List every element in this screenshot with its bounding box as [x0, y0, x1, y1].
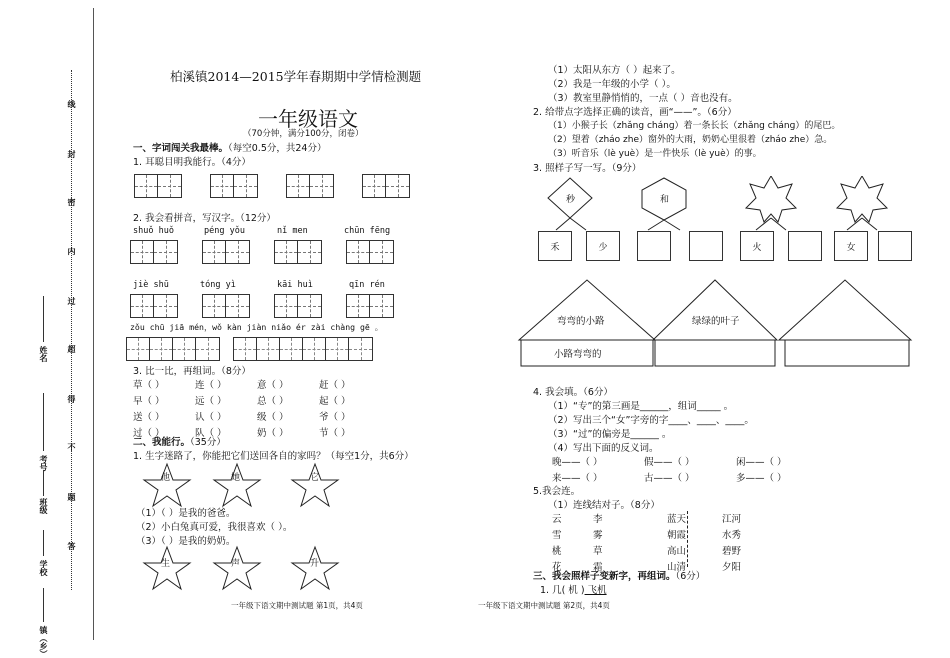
- class-label: 班级: [39, 498, 48, 514]
- pair-word[interactable]: 碧野: [722, 546, 742, 557]
- q4-item: （4）写出下面的反义词。: [548, 443, 659, 454]
- pinyin: tóng yì: [200, 280, 236, 290]
- tian-grid-row3: [130, 294, 394, 318]
- star-burst-shape: [746, 176, 796, 222]
- pair-word[interactable]: 江河: [722, 514, 742, 525]
- pair-char[interactable]: 云: [552, 514, 562, 525]
- stars-top: [140, 462, 380, 508]
- school-line[interactable]: [43, 530, 45, 556]
- reading-item: （2）望着（zháo zhe）窗外的大雨，奶奶心里很着（zháo zhe）急。: [548, 135, 833, 145]
- answer-box[interactable]: [878, 231, 912, 261]
- shape-char: 和: [660, 195, 670, 205]
- antonym-item: 多——（ ）: [736, 473, 787, 484]
- compare-item: 认（ ）: [195, 412, 227, 423]
- answer-box[interactable]: [689, 231, 723, 261]
- class-line[interactable]: [43, 470, 45, 496]
- r-q4: 4. 我会填。（6分）: [533, 387, 613, 398]
- seal-mark: 线: [67, 100, 76, 108]
- pair-word[interactable]: 高山: [667, 546, 687, 557]
- house-base: [655, 340, 775, 366]
- s2-sentence: （2）小白兔真可爱，我很喜欢（ ）。: [136, 522, 293, 533]
- shape-outlines: [540, 176, 900, 231]
- compare-item: 节（ ）: [319, 428, 351, 439]
- footer-right: 一年级下语文期中测试题 第2页，共4页: [478, 601, 610, 610]
- answer-box[interactable]: 女: [834, 231, 868, 261]
- q4-item: （1）“专”的第三画是______，组词_____ 。: [548, 401, 734, 412]
- s2-sentence: （1）（ ）是我的爸爸。: [136, 508, 236, 519]
- pinyin-sentence: zǒu chū jiā mén，wǒ kàn jiàn niǎo ér zài chàng gē 。: [130, 322, 383, 332]
- pinyin: péng yǒu: [204, 226, 245, 236]
- compare-item: 起（ ）: [319, 396, 351, 407]
- star-char: 它: [310, 473, 320, 483]
- star-char: 声: [231, 559, 241, 569]
- compare-item: 连（ ）: [195, 380, 227, 391]
- tian-box[interactable]: [134, 174, 182, 198]
- name-field-label: 姓名: [39, 346, 48, 362]
- subject-title: 一年级语文: [258, 107, 358, 131]
- compare-table: [133, 377, 381, 439]
- compare-item: 总（ ）: [257, 396, 289, 407]
- compare-item: 赶（ ）: [319, 380, 351, 391]
- tian-box[interactable]: [202, 294, 250, 318]
- tian-box[interactable]: [210, 174, 258, 198]
- antonym-item: 闲——（ ）: [736, 457, 787, 468]
- answer-box[interactable]: [637, 231, 671, 261]
- compare-item: 草（ ）: [133, 380, 165, 391]
- answer-box[interactable]: [788, 231, 822, 261]
- answer-box[interactable]: 火: [740, 231, 774, 261]
- school-label: 学校: [39, 560, 48, 576]
- s2-sentence: （3）（ ）是我的奶奶。: [136, 536, 236, 547]
- tian-box[interactable]: [286, 174, 334, 198]
- antonym-item: 假——（ ）: [644, 457, 695, 468]
- antonym-item: 来——（ ）: [552, 473, 603, 484]
- pair-word[interactable]: 蓝天: [667, 514, 687, 525]
- star-char: 生: [161, 559, 171, 569]
- reading-item: （3）听音乐（lè yuè）是一件快乐（lè yuè）的事。: [548, 149, 762, 159]
- pinyin: shuǒ huǒ: [133, 226, 174, 236]
- r-q5: 5.我会连。: [533, 486, 581, 497]
- pair-char[interactable]: 草: [593, 546, 603, 557]
- s3-item: 1. 几( 机 ) 飞机: [540, 585, 607, 596]
- compare-item: 早（ ）: [133, 396, 165, 407]
- seal-mark: 内: [67, 247, 76, 255]
- r-q2: 2. 给带点字选择正确的读音，画“——”。（6分）: [533, 107, 737, 118]
- answer-box[interactable]: 少: [586, 231, 620, 261]
- tian-box[interactable]: [274, 240, 322, 264]
- tian-box[interactable]: [130, 294, 178, 318]
- s1-q3: 3. 比一比，再组词。（8分）: [133, 366, 251, 377]
- compare-item: 奶（ ）: [257, 428, 289, 439]
- star-char: 升: [310, 559, 320, 569]
- fill-item: （2）我是一年级的小学（ ）。: [548, 79, 676, 90]
- s1-q1: 1. 耳聪目明我能行。（4分）: [133, 157, 251, 168]
- pinyin: jiè shū: [133, 280, 169, 290]
- pair-char[interactable]: 李: [593, 514, 603, 525]
- s2-q1: 1. 生字迷路了，你能把它们送回各自的家吗？（每空1分，共6分）: [133, 451, 414, 462]
- exam-note: （70分钟，满分100分，闭卷）: [243, 129, 364, 139]
- fill-item: （1）太阳从东方（ ）起来了。: [548, 65, 681, 76]
- pair-word[interactable]: 朝霞: [667, 530, 687, 541]
- tian-box[interactable]: [346, 294, 394, 318]
- tian-grid-row1: [134, 174, 410, 198]
- seal-mark: 答: [67, 542, 76, 550]
- tian-grid-sentence2[interactable]: [233, 337, 373, 361]
- s1-q2: 2. 我会看拼音，写汉字。（12分）: [133, 213, 276, 224]
- star-char: 他: [161, 473, 171, 483]
- seal-mark: 过: [67, 297, 76, 305]
- compare-item: 队（ ）: [195, 428, 227, 439]
- compare-item: 爷（ ）: [319, 412, 351, 423]
- house-base: [785, 340, 909, 366]
- seal-mark: 密: [67, 198, 76, 206]
- tian-box[interactable]: [130, 240, 178, 264]
- antonym-item: 古——（ ）: [644, 473, 695, 484]
- tian-box[interactable]: [346, 240, 394, 264]
- shape-char: 秒: [566, 195, 576, 205]
- tian-box[interactable]: [274, 294, 322, 318]
- pair-word[interactable]: 水秀: [722, 530, 742, 541]
- star-char: 她: [231, 473, 241, 483]
- town-line[interactable]: [43, 588, 45, 622]
- q4-item: （3）“过”的偏旁是______ 。: [548, 429, 672, 440]
- section3-heading: 三、我会照样子变新字，再组词。（6分）: [533, 571, 706, 582]
- pair-char[interactable]: 雪: [552, 530, 562, 541]
- house-roof: [653, 280, 777, 340]
- star-burst-shape: [837, 176, 887, 222]
- pair-char[interactable]: 雾: [593, 530, 603, 541]
- tian-grid-row2: [130, 240, 394, 264]
- binding-line: [93, 8, 94, 640]
- pinyin: nǐ men: [277, 226, 308, 236]
- name-field-line[interactable]: [43, 296, 45, 342]
- compare-item: 送（ ）: [133, 412, 165, 423]
- house-roof: [519, 280, 655, 340]
- fill-item: （3）教室里静悄悄的，一点（ ）音也没有。: [548, 93, 738, 104]
- compare-item: 级（ ）: [257, 412, 289, 423]
- reading-item: （1）小猴子长（zhǎng chánɡ）着一条长长（zhǎng chánɡ）的尾巴。: [548, 121, 841, 131]
- exam-number-label: 考号: [39, 455, 48, 471]
- tian-grid-sentence1[interactable]: [126, 337, 220, 361]
- house-base-text: 小路弯弯的: [554, 349, 602, 360]
- answer-box[interactable]: 禾: [538, 231, 572, 261]
- pair-left-column: [552, 511, 633, 573]
- r-q3: 3. 照样子写一写。（9分）: [533, 163, 642, 174]
- pinyin: qīn rén: [349, 280, 385, 290]
- exam-number-line[interactable]: [43, 393, 45, 451]
- house-roof-text: 绿绿的叶子: [692, 316, 740, 327]
- compare-item: 远（ ）: [195, 396, 227, 407]
- seal-mark: 封: [67, 150, 76, 158]
- seal-mark: 超: [67, 345, 76, 353]
- compare-item: 意（ ）: [257, 380, 289, 391]
- house-roof: [779, 280, 911, 340]
- pair-word[interactable]: 夕阳: [722, 562, 742, 573]
- binding-margin: [18, 0, 78, 658]
- pinyin: chūn fēng: [344, 226, 391, 236]
- q4-item: （2）写出三个“女”字旁的字____、____、____。: [548, 415, 754, 426]
- pair-char[interactable]: 花: [552, 562, 562, 573]
- tian-box[interactable]: [202, 240, 250, 264]
- tian-box[interactable]: [362, 174, 410, 198]
- r-q5-sub: （1）连线结对子。（8分）: [548, 500, 660, 511]
- compare-item: 过（ ）: [133, 428, 165, 439]
- pair-char[interactable]: 霜: [593, 562, 603, 573]
- antonym-table: [552, 454, 828, 484]
- town-label: 镇（乡）: [39, 626, 48, 658]
- exam-title: 柏溪镇2014—2015学年春期期中学情检测题: [170, 69, 422, 84]
- pair-char[interactable]: 桃: [552, 546, 562, 557]
- house-roof-text: 弯弯的小路: [557, 316, 605, 327]
- footer-left: 一年级下语文期中测试题 第1页，共4页: [231, 601, 363, 610]
- section2-heading: 二、我能行。（35分）: [133, 437, 226, 448]
- seal-mark: 不: [67, 443, 76, 451]
- section1-heading: 一、字词闯关我最棒。（每空0.5分，共24分）: [133, 143, 327, 154]
- antonym-item: 晚——（ ）: [552, 457, 603, 468]
- pair-right-column: [667, 511, 762, 573]
- pinyin: kāi huì: [277, 280, 313, 290]
- seal-mark: 题: [67, 493, 76, 501]
- stars-bottom: [140, 545, 380, 591]
- pair-word[interactable]: 山清: [667, 562, 687, 573]
- seal-mark: 得: [67, 395, 76, 403]
